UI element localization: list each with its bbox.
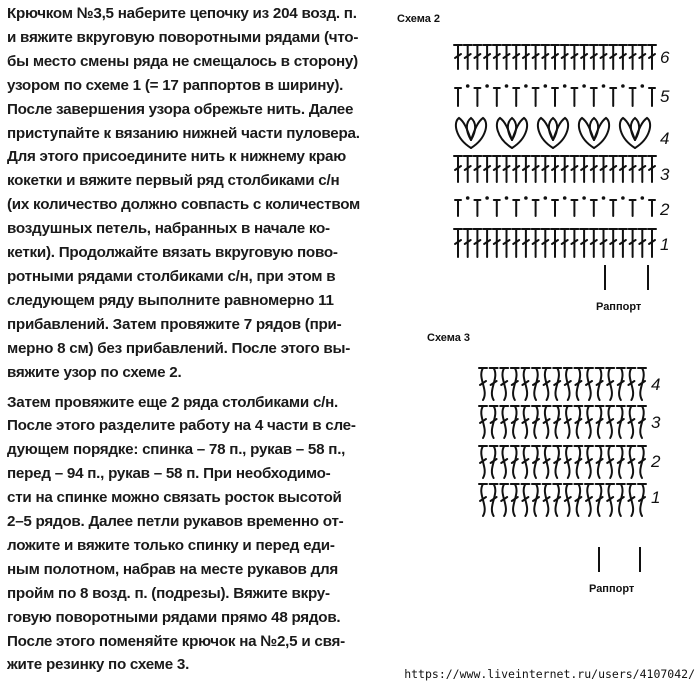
- post-stitch-symbol: [532, 484, 540, 516]
- chain-stitch-symbol: [485, 196, 489, 200]
- short-stitch-symbol: [649, 200, 655, 216]
- double-crochet-symbol: [609, 45, 617, 69]
- double-crochet-symbol: [522, 45, 530, 69]
- double-crochet-symbol: [483, 45, 491, 69]
- scheme3-reference: по схеме 3.: [108, 656, 190, 674]
- double-crochet-symbol: [503, 229, 511, 257]
- post-stitch-symbol: [490, 446, 498, 478]
- post-stitch-symbol: [627, 406, 635, 438]
- post-stitch-symbol: [521, 484, 529, 516]
- double-crochet-symbol: [629, 45, 637, 69]
- text-line: пройм по 8 возд. п. (подрезы). Вяжите вкру-: [7, 584, 330, 602]
- chain-stitch-symbol: [602, 196, 606, 200]
- text-line: и вяжите вкруговую поворотными рядами (что-: [7, 28, 359, 46]
- post-stitch-symbol: [500, 368, 508, 400]
- post-stitch-symbol: [479, 406, 487, 438]
- short-stitch-symbol: [513, 88, 519, 106]
- text-line: дующем порядке: спинка – 78 п., рукав – 58 п.,: [7, 441, 346, 459]
- scheme2-row-number: 5: [660, 87, 670, 106]
- double-crochet-symbol: [580, 45, 588, 69]
- post-stitch-symbol: [596, 368, 604, 400]
- short-stitch-symbol: [571, 200, 577, 216]
- text-line: После этого поменяйте крючок на №2,5 и свя-: [7, 632, 345, 650]
- scheme2-title: Схема 2: [397, 13, 441, 25]
- double-crochet-symbol: [532, 156, 540, 182]
- chain-stitch-symbol: [544, 84, 548, 88]
- text-line: (их количество должно совпасть с количеством: [7, 196, 361, 214]
- double-crochet-symbol: [619, 156, 627, 182]
- post-stitch-symbol: [596, 484, 604, 516]
- double-crochet-symbol: [648, 45, 656, 69]
- scheme2-row-number: 1: [660, 235, 670, 254]
- double-crochet-symbol: [532, 229, 540, 257]
- post-stitch-symbol: [574, 368, 582, 400]
- text-line: сти на спинке можно связать росток высотой: [7, 489, 342, 507]
- post-stitch-symbol: [521, 406, 529, 438]
- double-crochet-symbol: [522, 229, 530, 257]
- post-stitch-symbol: [479, 446, 487, 478]
- text-line: 2–5 рядов. Далее петли рукавов временно от-: [7, 513, 344, 531]
- double-crochet-symbol: [503, 45, 511, 69]
- post-stitch-symbol: [574, 484, 582, 516]
- chain-stitch-symbol: [602, 84, 606, 88]
- double-crochet-symbol: [512, 229, 520, 257]
- text-line: ложите и вяжите только спинку и перед еди-: [7, 536, 335, 554]
- double-crochet-symbol: [638, 45, 646, 69]
- post-stitch-symbol: [596, 406, 604, 438]
- short-stitch-symbol: [455, 88, 461, 106]
- post-stitch-symbol: [553, 484, 561, 516]
- scheme3-repeat-label: Раппорт: [589, 583, 635, 595]
- short-stitch-symbol: [513, 200, 519, 216]
- double-crochet-symbol: [590, 156, 598, 182]
- short-stitch-symbol: [610, 88, 616, 106]
- double-crochet-symbol: [464, 156, 472, 182]
- double-crochet-symbol: [609, 156, 617, 182]
- double-crochet-symbol: [580, 229, 588, 257]
- post-stitch-symbol: [490, 368, 498, 400]
- post-stitch-symbol: [585, 484, 593, 516]
- post-stitch-symbol: [617, 446, 625, 478]
- chain-stitch-symbol: [466, 196, 470, 200]
- text-line: кокетки и вяжите первый ряд столбиками с/н: [7, 172, 340, 190]
- post-stitch-symbol: [574, 446, 582, 478]
- text-fragment: (= 17 раппортов в ширину).: [140, 76, 344, 94]
- post-stitch-symbol: [511, 446, 519, 478]
- post-stitch-symbol: [617, 406, 625, 438]
- text-line: ротными рядами столбиками с/н, при этом в: [7, 267, 336, 285]
- text-line: мерно 8 см) без прибавлений. После этого вы-: [7, 339, 351, 357]
- post-stitch-symbol: [606, 368, 614, 400]
- double-crochet-symbol: [464, 229, 472, 257]
- double-crochet-symbol: [609, 229, 617, 257]
- scheme3-repeat-marker: [599, 547, 640, 572]
- scheme1-reference: по схеме 1: [63, 76, 141, 94]
- post-stitch-symbol: [638, 446, 646, 478]
- scheme3-title: Схема 3: [427, 332, 471, 344]
- text-line: воздушных петель, набранных в начале ко-: [7, 220, 330, 238]
- post-stitch-symbol: [543, 406, 551, 438]
- text-line: ным полотном, набрав на месте рукавов для: [7, 560, 338, 578]
- text-line: Для этого присоедините нить к нижнему краю: [7, 148, 346, 166]
- short-stitch-symbol: [630, 88, 636, 106]
- scheme2-repeat-marker: [605, 265, 648, 290]
- chain-stitch-symbol: [524, 196, 528, 200]
- double-crochet-symbol: [580, 156, 588, 182]
- scheme3-row-number: 4: [651, 375, 661, 394]
- short-stitch-symbol: [649, 88, 655, 106]
- text-line: Затем провяжите еще 2 ряда столбиками с/н.: [7, 393, 339, 411]
- short-stitch-symbol: [630, 200, 636, 216]
- short-stitch-symbol: [494, 88, 500, 106]
- text-line: кетки). Продолжайте вязать вкруговую пово-: [7, 244, 338, 262]
- short-stitch-symbol: [455, 200, 461, 216]
- tulip-shell-symbol: [497, 118, 527, 148]
- tulip-shell-symbol: [579, 118, 609, 148]
- double-crochet-symbol: [493, 229, 501, 257]
- post-stitch-symbol: [574, 406, 582, 438]
- double-crochet-symbol: [454, 156, 462, 182]
- scheme3-row-number: 3: [651, 413, 661, 432]
- double-crochet-symbol: [483, 229, 491, 257]
- scheme3-row-number: 2: [651, 452, 661, 471]
- double-crochet-symbol: [473, 156, 481, 182]
- double-crochet-symbol: [570, 156, 578, 182]
- post-stitch-symbol: [627, 446, 635, 478]
- double-crochet-symbol: [483, 156, 491, 182]
- chain-stitch-symbol: [544, 196, 548, 200]
- post-stitch-symbol: [617, 484, 625, 516]
- double-crochet-symbol: [629, 156, 637, 182]
- double-crochet-symbol: [541, 229, 549, 257]
- post-stitch-symbol: [627, 484, 635, 516]
- text-line: приступайте к вязанию нижней части пуловера.: [7, 124, 360, 142]
- double-crochet-symbol: [551, 45, 559, 69]
- double-crochet-symbol: [600, 229, 608, 257]
- short-stitch-symbol: [533, 88, 539, 106]
- post-stitch-symbol: [490, 406, 498, 438]
- post-stitch-symbol: [543, 368, 551, 400]
- post-stitch-symbol: [500, 484, 508, 516]
- chain-stitch-symbol: [582, 84, 586, 88]
- double-crochet-symbol: [619, 45, 627, 69]
- short-stitch-symbol: [552, 200, 558, 216]
- double-crochet-symbol: [541, 156, 549, 182]
- double-crochet-symbol: [590, 229, 598, 257]
- double-crochet-symbol: [551, 156, 559, 182]
- post-stitch-symbol: [532, 446, 540, 478]
- double-crochet-symbol: [503, 156, 511, 182]
- double-crochet-symbol: [473, 45, 481, 69]
- text-line: перед – 94 п., рукав – 58 п. При необходимо-: [7, 465, 331, 483]
- tulip-shell-symbol: [620, 118, 650, 148]
- short-stitch-symbol: [494, 200, 500, 216]
- double-crochet-symbol: [532, 45, 540, 69]
- chain-stitch-symbol: [466, 84, 470, 88]
- post-stitch-symbol: [638, 368, 646, 400]
- post-stitch-symbol: [617, 368, 625, 400]
- tulip-shell-symbol: [538, 118, 568, 148]
- double-crochet-symbol: [541, 45, 549, 69]
- post-stitch-symbol: [564, 484, 572, 516]
- short-stitch-symbol: [533, 200, 539, 216]
- double-crochet-symbol: [561, 156, 569, 182]
- post-stitch-symbol: [532, 406, 540, 438]
- post-stitch-symbol: [585, 368, 593, 400]
- short-stitch-symbol: [474, 88, 480, 106]
- scheme2-row-number: 6: [660, 48, 670, 67]
- post-stitch-symbol: [500, 446, 508, 478]
- post-stitch-symbol: [627, 368, 635, 400]
- post-stitch-symbol: [553, 406, 561, 438]
- double-crochet-symbol: [522, 156, 530, 182]
- post-stitch-symbol: [596, 446, 604, 478]
- text-line: говую поворотными рядами прямо 48 рядов.: [7, 608, 341, 626]
- double-crochet-symbol: [464, 45, 472, 69]
- double-crochet-symbol: [561, 45, 569, 69]
- scheme2-row-number: 3: [660, 165, 670, 184]
- double-crochet-symbol: [512, 45, 520, 69]
- post-stitch-symbol: [553, 446, 561, 478]
- text-line: бы место смены ряда не смещалось в сторону): [7, 52, 358, 70]
- post-stitch-symbol: [532, 368, 540, 400]
- chain-stitch-symbol: [563, 196, 567, 200]
- post-stitch-symbol: [585, 406, 593, 438]
- double-crochet-symbol: [551, 229, 559, 257]
- text-fragment: жите резинку: [7, 656, 109, 674]
- chain-stitch-symbol: [485, 84, 489, 88]
- post-stitch-symbol: [511, 406, 519, 438]
- post-stitch-symbol: [543, 446, 551, 478]
- double-crochet-symbol: [619, 229, 627, 257]
- chain-stitch-symbol: [621, 196, 625, 200]
- chain-stitch-symbol: [582, 196, 586, 200]
- text-line: После завершения узора обрежьте нить. Далее: [7, 100, 354, 118]
- double-crochet-symbol: [648, 156, 656, 182]
- text-line: После этого разделите работу на 4 части в сле-: [7, 417, 356, 435]
- scheme2-row-number: 4: [660, 129, 670, 148]
- double-crochet-symbol: [473, 229, 481, 257]
- scheme2-repeat-label: Раппорт: [596, 301, 642, 313]
- chain-stitch-symbol: [505, 196, 509, 200]
- post-stitch-symbol: [585, 446, 593, 478]
- tulip-shell-symbol: [456, 118, 486, 148]
- double-crochet-symbol: [600, 156, 608, 182]
- text-line: Крючком №3,5 наберите цепочку из 204 возд. п.: [7, 5, 357, 22]
- double-crochet-symbol: [493, 45, 501, 69]
- text-line: следующем ряду выполните равномерно 11: [7, 291, 334, 309]
- text-line: прибавлений. Затем провяжите 7 рядов (при-: [7, 315, 342, 333]
- post-stitch-symbol: [564, 406, 572, 438]
- post-stitch-symbol: [511, 484, 519, 516]
- short-stitch-symbol: [591, 88, 597, 106]
- double-crochet-symbol: [570, 45, 578, 69]
- post-stitch-symbol: [606, 406, 614, 438]
- post-stitch-symbol: [564, 446, 572, 478]
- text-fragment: вяжите узор: [7, 363, 101, 381]
- text-fragment: узором: [7, 76, 64, 94]
- double-crochet-symbol: [454, 229, 462, 257]
- post-stitch-symbol: [638, 484, 646, 516]
- short-stitch-symbol: [610, 200, 616, 216]
- post-stitch-symbol: [500, 406, 508, 438]
- scheme2-grid: [454, 45, 656, 257]
- post-stitch-symbol: [490, 484, 498, 516]
- short-stitch-symbol: [591, 200, 597, 216]
- double-crochet-symbol: [493, 156, 501, 182]
- chain-stitch-symbol: [621, 84, 625, 88]
- double-crochet-symbol: [638, 229, 646, 257]
- post-stitch-symbol: [543, 484, 551, 516]
- short-stitch-symbol: [474, 200, 480, 216]
- double-crochet-symbol: [638, 156, 646, 182]
- chain-stitch-symbol: [505, 84, 509, 88]
- post-stitch-symbol: [511, 368, 519, 400]
- chain-stitch-symbol: [563, 84, 567, 88]
- post-stitch-symbol: [479, 484, 487, 516]
- chain-stitch-symbol: [641, 84, 645, 88]
- short-stitch-symbol: [571, 88, 577, 106]
- post-stitch-symbol: [521, 446, 529, 478]
- post-stitch-symbol: [479, 368, 487, 400]
- watermark-url: https://www.liveinternet.ru/users/4107042/: [404, 667, 695, 681]
- chain-stitch-symbol: [524, 84, 528, 88]
- short-stitch-symbol: [552, 88, 558, 106]
- double-crochet-symbol: [600, 45, 608, 69]
- post-stitch-symbol: [521, 368, 529, 400]
- post-stitch-symbol: [606, 446, 614, 478]
- double-crochet-symbol: [629, 229, 637, 257]
- post-stitch-symbol: [638, 406, 646, 438]
- double-crochet-symbol: [512, 156, 520, 182]
- post-stitch-symbol: [553, 368, 561, 400]
- scheme3-grid: [479, 368, 646, 516]
- double-crochet-symbol: [570, 229, 578, 257]
- scheme2-row-number: 2: [660, 200, 670, 219]
- scheme3-row-number: 1: [651, 488, 661, 507]
- post-stitch-symbol: [606, 484, 614, 516]
- scheme2-reference: по схеме 2.: [100, 363, 182, 381]
- double-crochet-symbol: [648, 229, 656, 257]
- double-crochet-symbol: [590, 45, 598, 69]
- double-crochet-symbol: [454, 45, 462, 69]
- double-crochet-symbol: [561, 229, 569, 257]
- chain-stitch-symbol: [641, 196, 645, 200]
- post-stitch-symbol: [564, 368, 572, 400]
